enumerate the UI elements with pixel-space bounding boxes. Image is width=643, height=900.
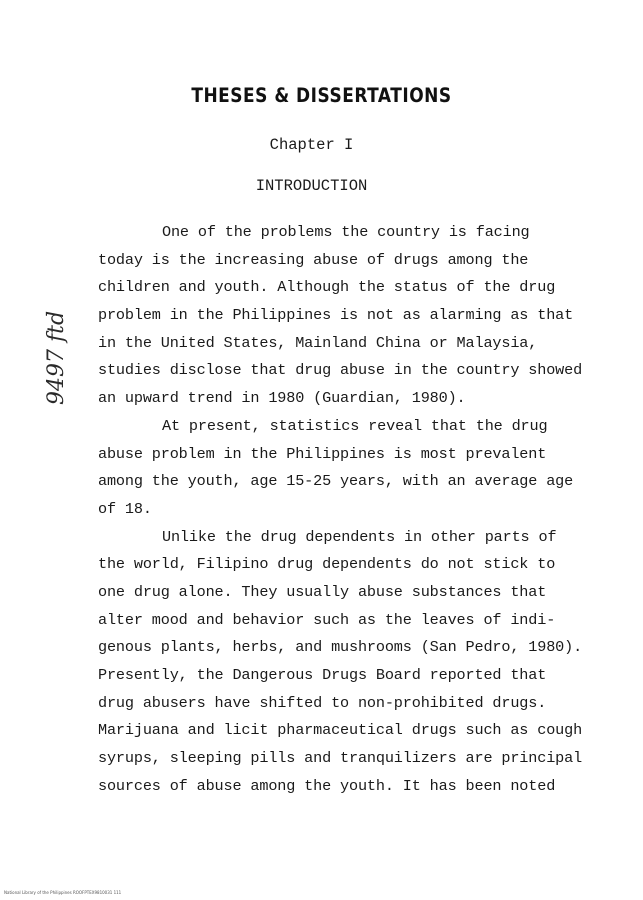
paragraph-line: sources of abuse among the youth. It has been noted [98,776,556,795]
paragraph-line: of 18. [98,499,152,518]
paragraph-line: among the youth, age 15-25 years, with an average age [98,472,574,491]
paragraph-line: the world, Filipino drug dependents do not stick to [98,555,556,574]
paragraph-line: Unlike the drug dependents in other parts of [162,527,557,546]
paragraph-line: Marijuana and licit pharmaceutical drugs such as cough [98,721,583,740]
paragraph-line: genous plants, herbs, and mushrooms (San Pedro, 1980). [98,638,583,657]
section-heading: INTRODUCTION [255,177,368,195]
paragraph-line: syrups, sleeping pills and tranquilizers are principal [98,749,583,768]
body-text [98,219,588,800]
library-footer: National Library of the Philippines ROOFPTEX9810031 111 [4,890,122,895]
paragraph-line: in the United States, Mainland China or Malaysia, [98,333,538,352]
paragraph-line: drug abusers have shifted to non-prohibited drugs. [98,693,547,712]
paragraph-line: Presently, the Dangerous Drugs Board reported that [98,666,547,684]
paragraph-line: children and youth. Although the status of the drug [98,278,556,297]
paragraph-line: today is the increasing abuse of drugs among the [98,250,529,269]
paragraph-line: problem in the Philippines is not as alarming as that [98,306,574,325]
handwritten-margin-note: 9497 ftd [44,310,69,405]
paragraph-line: abuse problem in the Philippines is most prevalent [98,444,547,463]
paragraph-line: At present, statistics reveal that the drug [162,416,548,435]
theses-dissertations-stamp: THESES & DISSERTATIONS [191,84,452,108]
paragraph-line: one drug alone. They usually abuse substances that [98,582,547,601]
paragraph-line: an upward trend in 1980 (Guardian, 1980). [98,389,466,408]
chapter-heading: Chapter I [269,136,354,154]
paragraph-line: One of the problems the country is facing [162,223,530,241]
paragraph-line: studies disclose that drug abuse in the country showed [98,361,583,380]
paragraph-line: alter mood and behavior such as the leaves of indi- [98,610,556,629]
